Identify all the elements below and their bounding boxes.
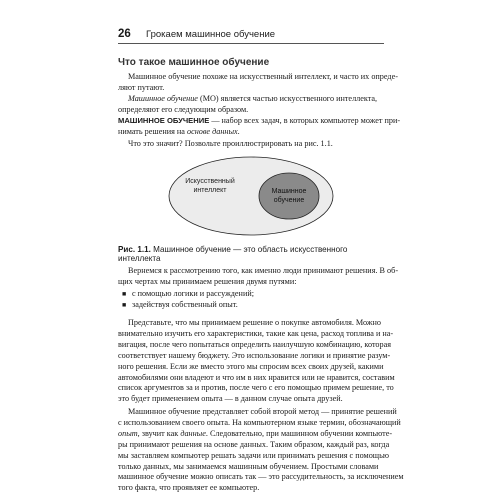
list-item-text: задействуя собственный опыт. [132, 299, 238, 309]
text-line [118, 428, 393, 440]
text-line: Машинное обучение похоже на искусственный интеллект, и часто их опреде- [128, 72, 398, 81]
text-run: . Следовательно, при машинном обучении компьюте- [205, 428, 393, 438]
text-line [118, 116, 401, 127]
text-line: вигация, после чего попытаться определить наилучшую комбинацию, которая [118, 339, 392, 349]
caption-text: Машинное обучение — это область искусственного интеллекта [118, 245, 348, 263]
definition-block [118, 116, 401, 138]
text-line: Вернемся к рассмотрению того, как именно люди принимают решения. В об- [128, 266, 399, 275]
text-line: список аргументов за и против, после чего с его помощью примем решение, то [118, 383, 394, 393]
text-line: того факта, что проявляет ее компьютер. [118, 483, 260, 493]
section-title: Что такое машинное обучение [118, 57, 270, 68]
italic-term: данные [180, 428, 206, 438]
text-line: мы заставляем компьютер решать задачи или принимать решения с помощью [118, 450, 389, 460]
text-line [118, 127, 384, 138]
text-line: машинное обучение можно описать так — это рассудительность, за исключением [118, 472, 404, 482]
paragraph-2 [118, 266, 399, 288]
running-title: Грокаем машинное обучение [146, 29, 276, 40]
text-line: это будет применением опыта — в данном случае опыта друзей. [118, 394, 343, 404]
figure-venn [168, 156, 334, 236]
text-line: соответствует нашему бюджету. Это использование логики и принятие разум- [118, 350, 391, 360]
ai-label-line2: интеллект [193, 187, 227, 194]
italic-term: основе данных [186, 126, 238, 136]
paragraph-4 [118, 407, 404, 494]
text-line: ры принимают решения на основе данных. Таким образом, каждый раз, когда [118, 439, 390, 449]
italic-term: Машинное обучение [128, 93, 198, 103]
bullet-icon: ■ [122, 290, 127, 298]
question-paragraph [118, 139, 384, 150]
text-line: Машинное обучение представляет собой второй метод — принятие решений [128, 407, 397, 416]
text-line: Представьте, что мы принимаем решение о покупке автомобиля. Можно [128, 318, 382, 327]
caption-label: Рис. 1.1. [118, 245, 151, 254]
list-item [122, 300, 384, 311]
paragraph-3 [118, 318, 395, 405]
text-line: только данных, мы занимаемся машинным обучением. Простыми словами [118, 461, 379, 471]
ml-label-line2: обучение [273, 197, 305, 204]
text-line: ного решения. Если же вместо этого мы спросим всех своих друзей, какими [118, 361, 384, 371]
ml-label-line1: Машинное [271, 188, 307, 195]
list-item-text: с помощью логики и рассуждений; [132, 289, 254, 298]
text-run: нимать решения на [118, 126, 187, 136]
intro-paragraph [118, 72, 398, 116]
text-line: с использованием своего опыта. На компьютерном языке термин, обозначающий [118, 417, 401, 427]
text-run: . [237, 126, 240, 136]
ai-label-line1: Искусственный [185, 178, 235, 185]
venn-diagram [168, 156, 334, 236]
text-line: определяют его следующим образом. [118, 104, 249, 114]
ml-ellipse [259, 173, 319, 219]
text-line: внимательно изучить его характеристики, такие как цена, расход топлива и на- [118, 328, 394, 338]
text-run: (МО) является частью искусственного интеллекта, [197, 93, 378, 103]
text-line: щих чертах мы принимаем решения двумя путями: [118, 276, 297, 286]
text-line [118, 94, 384, 105]
page-number: 26 [118, 28, 131, 40]
header-rule [118, 43, 384, 44]
text-line: Что это значит? Позвольте проиллюстрировать на рис. 1.1. [128, 139, 333, 148]
definition-term: МАШИННОЕ ОБУЧЕНИЕ [118, 116, 210, 125]
italic-term: опыт [118, 428, 138, 438]
text-run: — набор всех задач, в которых компьютер может при- [209, 116, 401, 125]
bullet-icon: ■ [122, 300, 127, 309]
text-line: автомобилями они владеют и что им в них нравится или не нравится, составим [118, 372, 395, 382]
list-item [122, 289, 384, 300]
bullet-list [122, 289, 384, 311]
text-line: ляют путают. [118, 82, 165, 92]
figure-caption [118, 245, 384, 263]
page-header [118, 26, 384, 46]
text-run: , звучит как [137, 428, 181, 438]
